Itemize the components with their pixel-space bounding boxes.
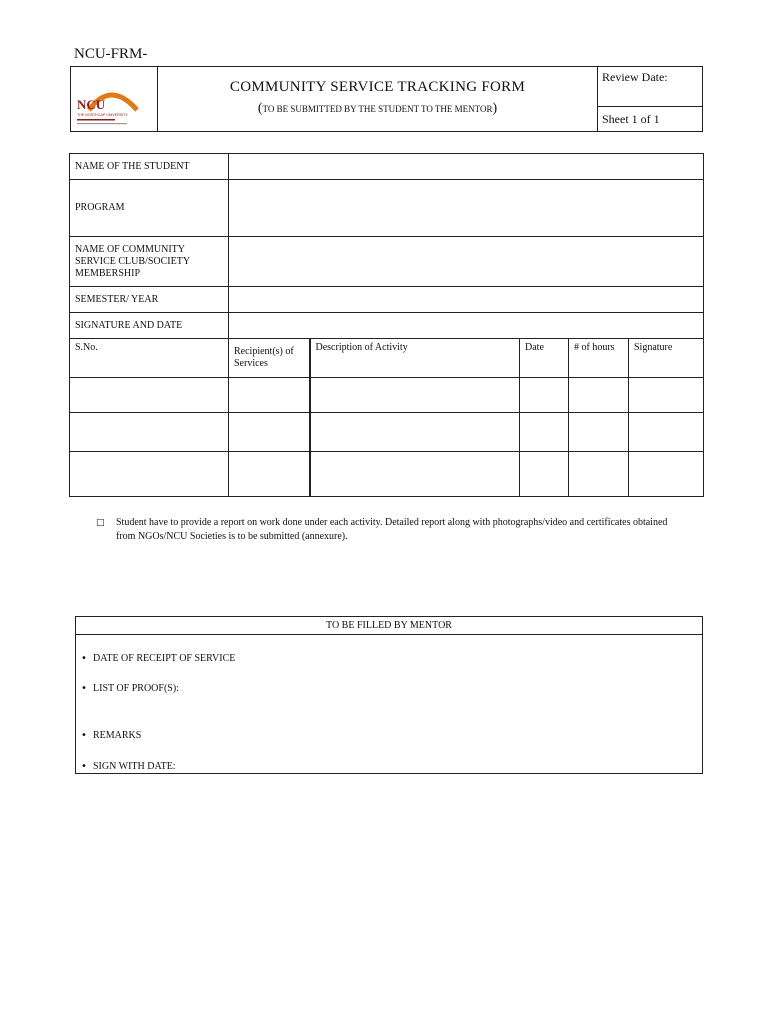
form-subtitle: (TO BE SUBMITTED BY THE STUDENT TO THE MENTOR) (257, 101, 498, 116)
col-description: Description of Activity (310, 339, 520, 378)
col-date: Date (520, 339, 569, 378)
club-membership-label: NAME OF COMMUNITY SERVICE CLUB/SOCIETY MEMBERSHIP (70, 237, 229, 287)
mentor-item-sign: • SIGN WITH DATE: (81, 761, 176, 772)
student-name-label: NAME OF THE STUDENT (70, 154, 229, 180)
logo-tagline: THE NORTHCAP UNIVERSITY (77, 113, 128, 117)
sheet-label: Sheet 1 of 1 (602, 112, 660, 126)
mentor-item-receipt: • DATE OF RECEIPT OF SERVICE (81, 653, 236, 664)
mentor-item-proofs: • LIST OF PROOF(S): (81, 683, 179, 694)
document-id: NCU-FRM- (74, 46, 148, 62)
club-membership-field[interactable] (229, 237, 704, 287)
bullet-icon: • (81, 730, 87, 741)
submission-note (96, 516, 686, 544)
table-row (70, 452, 704, 497)
semester-year-field[interactable] (229, 287, 704, 313)
mentor-section (75, 616, 703, 774)
note-text: Student have to provide a report on work done under each activity. Detailed report along with photographs/video and certificates obtained from NGOs/NCU Societies is to be submitted (annexure). (116, 517, 668, 542)
program-field[interactable] (229, 180, 704, 237)
col-signature: Signature (629, 339, 704, 378)
semester-year-label: SEMESTER/ YEAR (70, 287, 229, 313)
col-hours: # of hours (569, 339, 629, 378)
checkbox-icon: □ (96, 518, 105, 528)
mentor-item-remarks: • REMARKS (81, 730, 142, 741)
bullet-icon: • (81, 653, 87, 664)
bullet-icon: • (81, 761, 87, 772)
activity-header-row (70, 339, 704, 378)
signature-date-label: SIGNATURE AND DATE (70, 313, 229, 339)
signature-date-field[interactable] (229, 313, 704, 339)
student-name-field[interactable] (229, 154, 704, 180)
col-recipient: Recipient(s) of Services (229, 339, 310, 378)
logo-text: NCU (77, 97, 106, 112)
program-label: PROGRAM (70, 180, 229, 237)
bullet-icon: • (81, 683, 87, 694)
student-details-table (69, 153, 704, 497)
university-logo (75, 84, 145, 128)
table-row (70, 378, 704, 413)
review-date-label: Review Date: (602, 70, 668, 84)
mentor-heading: TO BE FILLED BY MENTOR (76, 617, 702, 635)
form-header (70, 66, 703, 132)
col-sno: S.No. (70, 339, 229, 378)
table-row (70, 413, 704, 452)
form-title: COMMUNITY SERVICE TRACKING FORM (229, 79, 526, 95)
